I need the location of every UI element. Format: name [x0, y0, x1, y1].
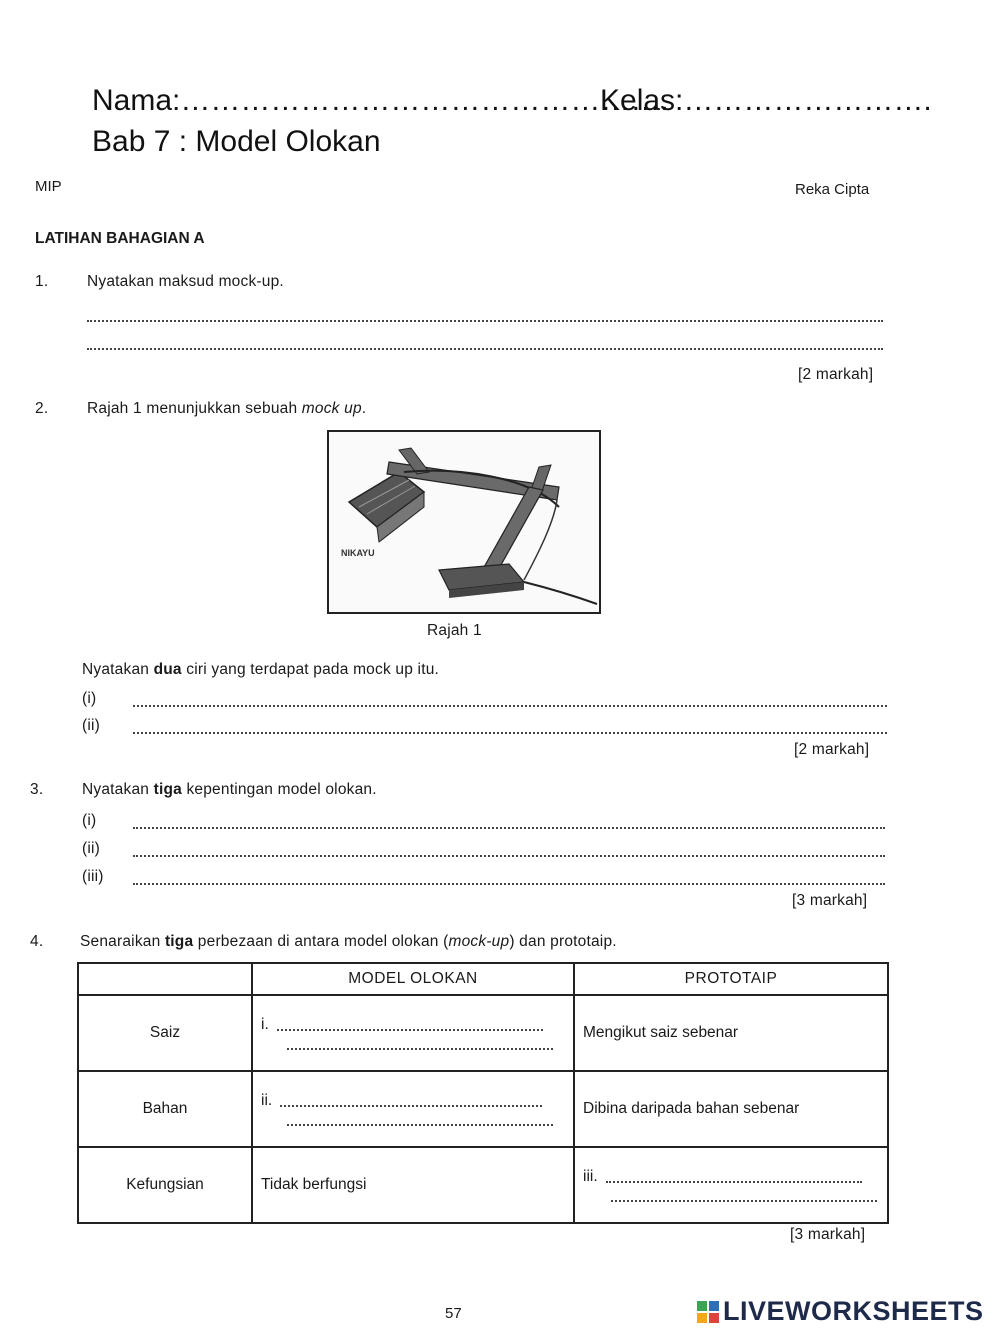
q3-number: 3.	[30, 781, 44, 798]
liveworksheets-logo-icon	[697, 1301, 719, 1323]
q1-marks: [2 markah]	[798, 366, 874, 383]
q2-answer-line-ii[interactable]	[133, 732, 887, 734]
table-header-empty	[78, 963, 252, 995]
q4-prompt: Senaraikan tiga perbezaan di antara model olokan (mock-up) dan prototaip.	[80, 933, 617, 950]
table-row	[78, 1071, 888, 1147]
name-field: Nama:………………………………………….	[92, 84, 669, 117]
prototaip-saiz: Mengikut saiz sebenar	[574, 995, 888, 1071]
q2-item-ii-label: (ii)	[82, 717, 101, 734]
q3-answer-line-i[interactable]	[133, 827, 885, 829]
q1-answer-line-2[interactable]	[87, 348, 883, 350]
subject-name: Reka Cipta	[795, 181, 870, 198]
page-title: Bab 7 : Model Olokan	[92, 125, 381, 158]
answer-cell-iii[interactable]	[574, 1147, 888, 1223]
table-header-prototaip: PROTOTAIP	[574, 963, 888, 995]
q4-number: 4.	[30, 933, 44, 950]
row-label-kefungsian: Kefungsian	[78, 1147, 252, 1223]
q3-answer-line-ii[interactable]	[133, 855, 885, 857]
q2-prompt: Nyatakan dua ciri yang terdapat pada mock up itu.	[82, 661, 440, 678]
q2-item-i-label: (i)	[82, 690, 97, 707]
answer-cell-ii[interactable]	[252, 1071, 574, 1147]
row-label-saiz: Saiz	[78, 995, 252, 1071]
q2-answer-line-i[interactable]	[133, 705, 887, 707]
q1-text: Nyatakan maksud mock-up.	[87, 273, 284, 290]
q3-item-ii-label: (ii)	[82, 840, 101, 857]
answer-i-label: i.	[261, 1016, 269, 1033]
answer-iii-label: iii.	[583, 1168, 598, 1185]
table-row	[78, 1147, 888, 1223]
liveworksheets-logo-text: LIVEWORKSHEETS	[723, 1296, 984, 1326]
comparison-table	[77, 962, 889, 1224]
lamp-illustration	[329, 432, 599, 612]
q3-item-iii-label: (iii)	[82, 868, 104, 885]
table-row	[78, 995, 888, 1071]
figure-caption: Rajah 1	[427, 622, 482, 639]
answer-ii-label: ii.	[261, 1092, 273, 1109]
q1-answer-line-1[interactable]	[87, 320, 883, 322]
figure-mockup-lamp	[327, 430, 601, 614]
q2-number: 2.	[35, 400, 49, 417]
q1-number: 1.	[35, 273, 49, 290]
figure-brand-label: NIKAYU	[341, 548, 375, 558]
subject-code: MIP	[35, 178, 62, 195]
q3-answer-line-iii[interactable]	[133, 883, 885, 885]
q3-marks: [3 markah]	[792, 892, 868, 909]
answer-cell-i[interactable]	[252, 995, 574, 1071]
q3-prompt: Nyatakan tiga kepentingan model olokan.	[82, 781, 377, 798]
row-label-bahan: Bahan	[78, 1071, 252, 1147]
q2-text: Rajah 1 menunjukkan sebuah mock up.	[87, 400, 367, 417]
q3-item-i-label: (i)	[82, 812, 97, 829]
section-title: LATIHAN BAHAGIAN A	[35, 230, 205, 247]
liveworksheets-watermark	[697, 1296, 984, 1327]
model-kefungsian: Tidak berfungsi	[252, 1147, 574, 1223]
q2-marks: [2 markah]	[794, 741, 870, 758]
page-number: 57	[445, 1305, 462, 1322]
table-header-model-olokan: MODEL OLOKAN	[252, 963, 574, 995]
class-field: Kelas:…………………….	[600, 84, 932, 117]
q4-marks: [3 markah]	[790, 1226, 866, 1243]
prototaip-bahan: Dibina daripada bahan sebenar	[574, 1071, 888, 1147]
table-header-row	[78, 963, 888, 995]
